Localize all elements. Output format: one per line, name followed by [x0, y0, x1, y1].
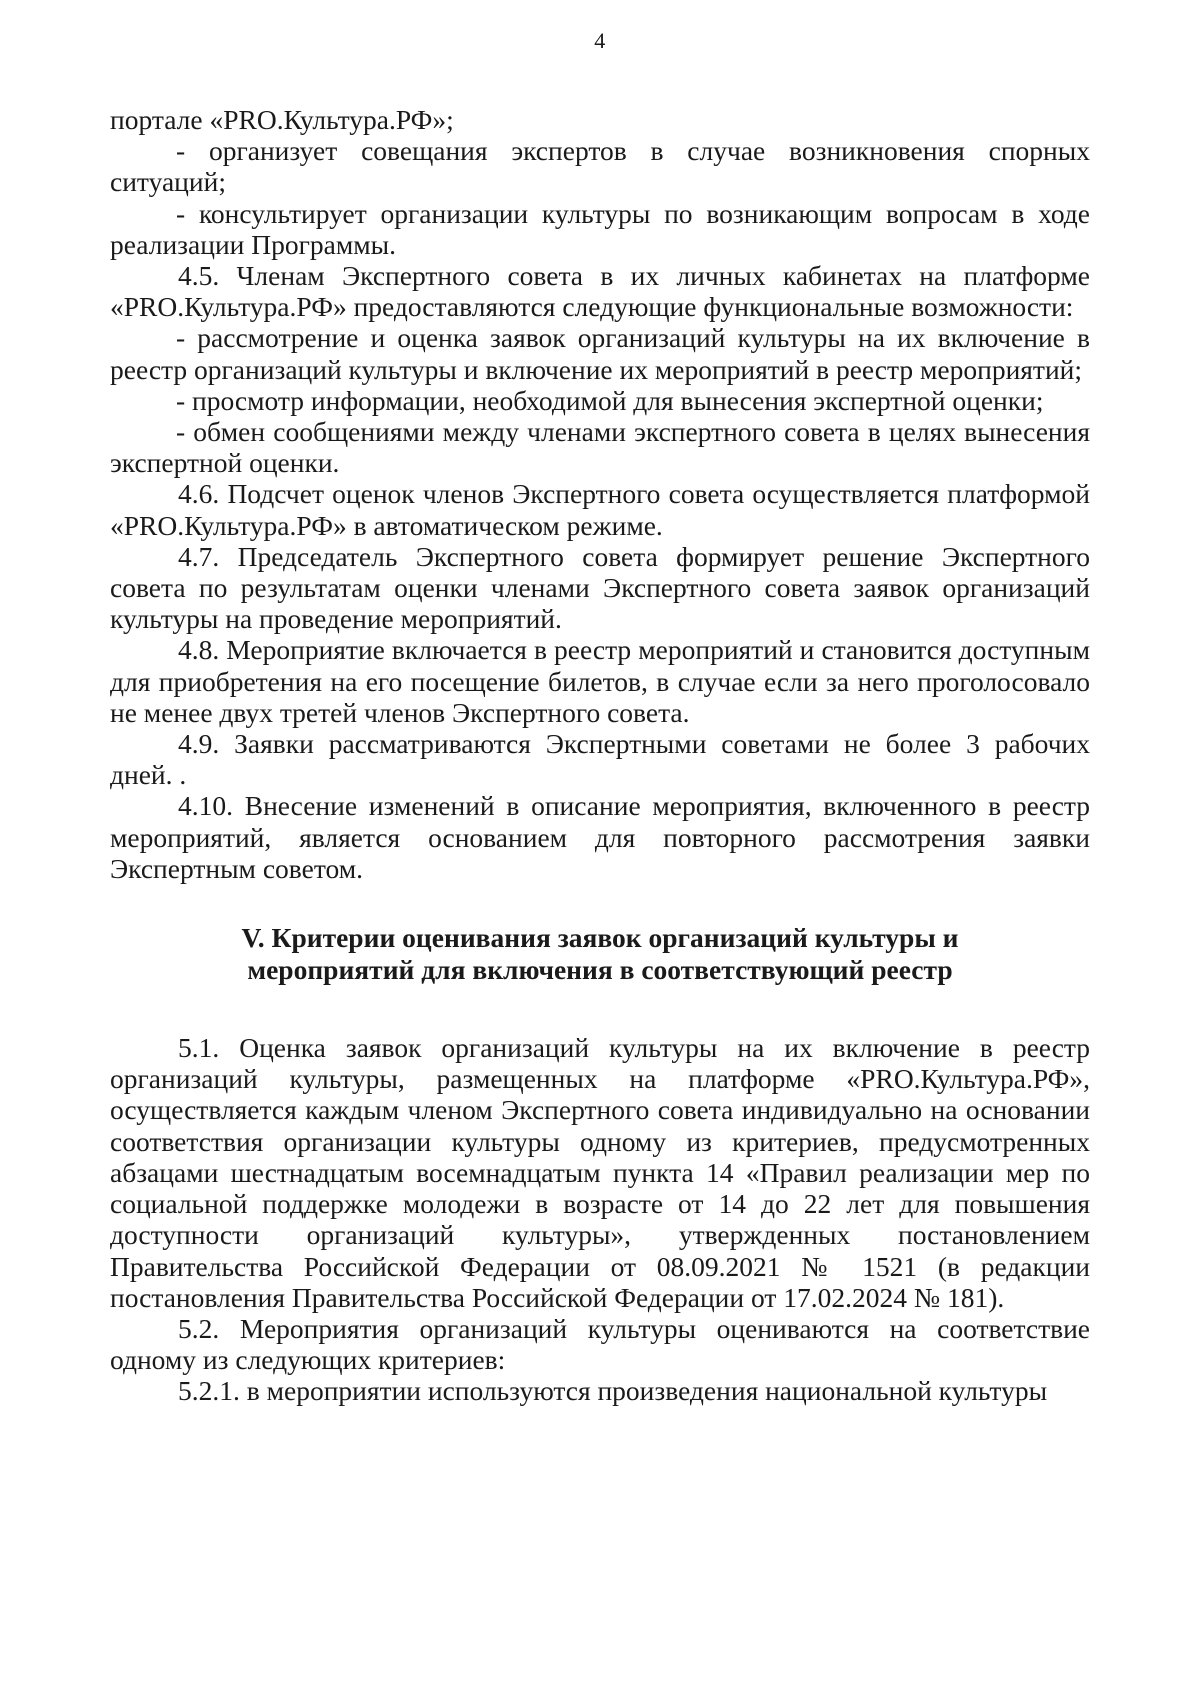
paragraph: - консультирует организации культуры по возникающим вопросам в ходе реализации Программы.: [110, 197, 1090, 260]
page-number: 4: [594, 28, 606, 53]
paragraph: 4.6. Подсчет оценок членов Экспертного совета осуществляется платформой «PRO.Культура.РФ» в автоматическом режиме.: [110, 478, 1090, 541]
paragraph: 4.7. Председатель Экспертного совета формирует решение Экспертного совета по результатам оценки членами Экспертного совета заявок организаций культуры на проведение мероприятий.: [110, 540, 1090, 635]
paragraph: 5.2.1. в мероприятии используются произведения национальной культуры: [178, 1375, 1048, 1407]
section-heading: [110, 922, 1090, 986]
paragraph: - рассмотрение и оценка заявок организаций культуры на их включение в реестр организаций культуры и включение их мероприятий в реестр мероприятий;: [110, 322, 1090, 385]
paragraph: 4.5. Членам Экспертного совета в их личных кабинетах на платформе «PRO.Культура.РФ» предоставляются следующие функциональные возможности:: [110, 260, 1090, 323]
section-heading-line: мероприятий для включения в соответствующий реестр: [247, 954, 953, 986]
paragraph: 4.10. Внесение изменений в описание мероприятия, включенного в реестр мероприятий, является основанием для повторного рассмотрения заявки Экспертным советом.: [110, 790, 1090, 884]
paragraph: 5.1. Оценка заявок организаций культуры на их включение в реестр организаций культуры, размещенных на платформе «PRO.Культура.РФ», осуществляется каждым членом Экспертного совета индивидуально на основании соответствия организации культуры одному из критериев, предусмотренных абзацами шестнадцатым восемнадцатым пункта 14 «Правил реализации мер по социальной поддержке молодежи в возрасте от 14 до 22 лет для повышения доступности организаций культуры», утвержденных постановлением Правительства Российской Федерации от 08.09.2021 № 1521 (в редакции постановления Правительства Российской Федерации от 17.02.2024 № 181).: [110, 1032, 1090, 1313]
paragraph: - организует совещания экспертов в случае возникновения спорных ситуаций;: [110, 135, 1090, 198]
paragraph: портале «PRO.Культура.РФ»;: [110, 104, 454, 135]
document-body: [110, 104, 1090, 1407]
paragraph: - просмотр информации, необходимой для вынесения экспертной оценки;: [176, 384, 1044, 416]
section-heading-line: V. Критерии оценивания заявок организаций культуры и: [241, 922, 959, 954]
paragraph: 5.2. Мероприятия организаций культуры оцениваются на соответствие одному из следующих критериев:: [110, 1312, 1090, 1376]
paragraph: 4.9. Заявки рассматриваются Экспертными советами не более 3 рабочих дней. .: [110, 728, 1090, 791]
paragraph: - обмен сообщениями между членами экспертного совета в целях вынесения экспертной оценки.: [110, 416, 1090, 479]
paragraph: 4.8. Мероприятие включается в реестр мероприятий и становится доступным для приобретения на его посещение билетов, в случае если за него проголосовало не менее двух третей членов Экспертного совета.: [110, 634, 1090, 728]
